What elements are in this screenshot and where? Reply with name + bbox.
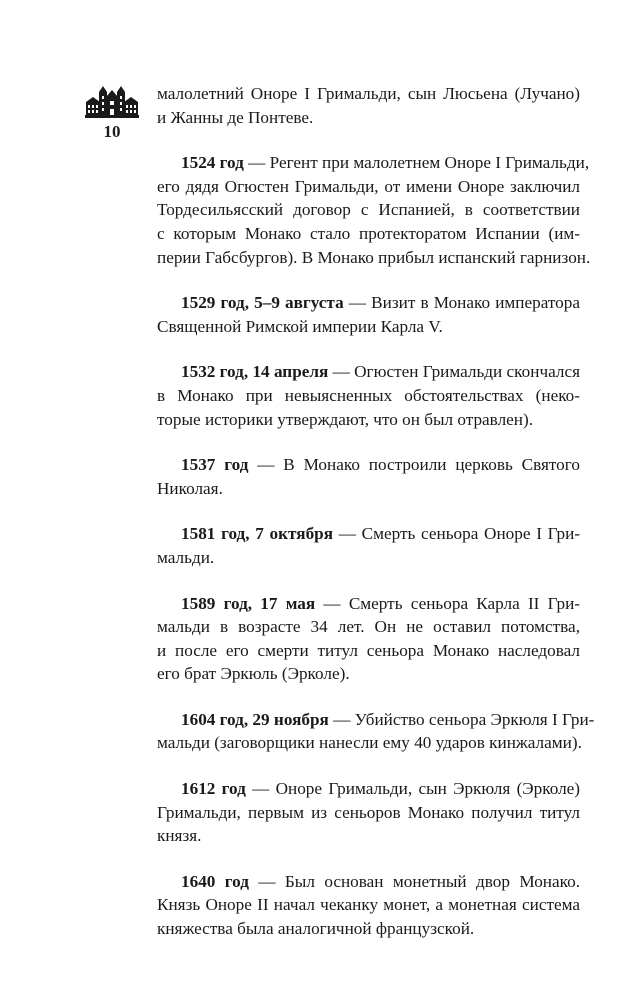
entry-date: 1640 год	[181, 871, 249, 891]
text-line	[157, 708, 595, 732]
entry-1612	[157, 777, 580, 848]
entry-1529	[157, 291, 580, 338]
text-line: его брат Эркюль (Эрколе).	[157, 664, 350, 684]
entry-date: 1604 год, 29 ноября	[181, 709, 329, 729]
entry-1537	[157, 453, 580, 500]
entry-text: — Регент при малолетнем Оноре I Гримальди,	[243, 153, 590, 173]
text-line: Священной Римской империи Карла V.	[157, 316, 443, 336]
text-line	[157, 592, 580, 616]
text-line	[157, 870, 580, 894]
entry-text: — Огюстен Гримальди скончался	[328, 362, 580, 382]
entry-date: 1589 год, 17 мая	[181, 593, 316, 613]
text-line: мальди (заговорщики нанесли ему 40 ударов кинжалами).	[157, 733, 582, 753]
text-line: с которым Монако стало протекторатом Испании (им-	[157, 223, 580, 243]
text-line	[157, 453, 580, 477]
text-line: княжества была аналогичной французской.	[157, 919, 475, 939]
text-line: и после его смерти титул сеньора Монако наследовал	[157, 640, 580, 660]
text-line: перии Габсбургов). В Монако прибыл испанский гарнизон.	[157, 247, 591, 267]
text-line: Тордесильясский договор с Испанией, в соответствии	[157, 200, 580, 220]
text-line	[157, 522, 580, 546]
entry-date: 1529 год, 5–9 августа	[181, 293, 344, 313]
text-line: князя.	[157, 826, 202, 846]
text-line: в Монако при невыясненных обстоятельствах (неко-	[157, 385, 580, 405]
text-line: и Жанны де Понтеве.	[157, 107, 314, 127]
entry-text: — Был основан монетный двор Монако.	[248, 871, 581, 891]
entry-date: 1524 год	[181, 153, 244, 173]
entry-text: — Оноре Гримальди, сын Эркюля (Эрколе)	[245, 779, 581, 799]
text-line: Николая.	[157, 478, 223, 498]
text-line	[157, 360, 580, 384]
entry-1589	[157, 592, 580, 686]
entry-text: — Убийство сеньора Эркюля I Гри-	[328, 709, 595, 729]
entry-1524	[157, 151, 591, 269]
text-line	[157, 291, 580, 315]
text-line: торые историки утверждают, что он был отравлен).	[157, 409, 533, 429]
text-line: Гримальди, первым из сеньоров Монако получил титул	[157, 802, 580, 822]
palace-icon	[84, 84, 140, 118]
entry-1604	[157, 708, 595, 755]
chronology-text	[157, 82, 595, 963]
entry-date: 1612 год	[181, 779, 246, 799]
text-line	[157, 777, 580, 801]
entry-1581	[157, 522, 580, 569]
entry-text: — Смерть сеньора Карла II Гри-	[315, 593, 581, 613]
text-line: мальди.	[157, 547, 215, 567]
text-line	[157, 151, 590, 175]
text-line: его дядя Огюстен Гримальди, от имени Оноре заключил	[157, 176, 580, 196]
entry-continuation	[157, 82, 580, 129]
entry-1532	[157, 360, 580, 431]
text-line: Князь Оноре II начал чеканку монет, а монетная система	[157, 895, 580, 915]
page-number: 10	[103, 122, 121, 141]
entry-text: — В Монако построили церковь Святого	[248, 455, 580, 475]
text-line: малолетний Оноре I Гримальди, сын Люсьена (Лучано)	[157, 84, 580, 103]
entry-date: 1581 год, 7 октября	[181, 524, 334, 544]
entry-1640	[157, 870, 580, 941]
entry-date: 1537 год	[181, 455, 249, 475]
entry-text: — Визит в Монако императора	[343, 293, 580, 313]
entry-text: — Смерть сеньора Оноре I Гри-	[333, 524, 580, 544]
text-line: мальди в возрасте 34 лет. Он не оставил потомства,	[157, 617, 580, 637]
entry-date: 1532 год, 14 апреля	[181, 362, 329, 382]
